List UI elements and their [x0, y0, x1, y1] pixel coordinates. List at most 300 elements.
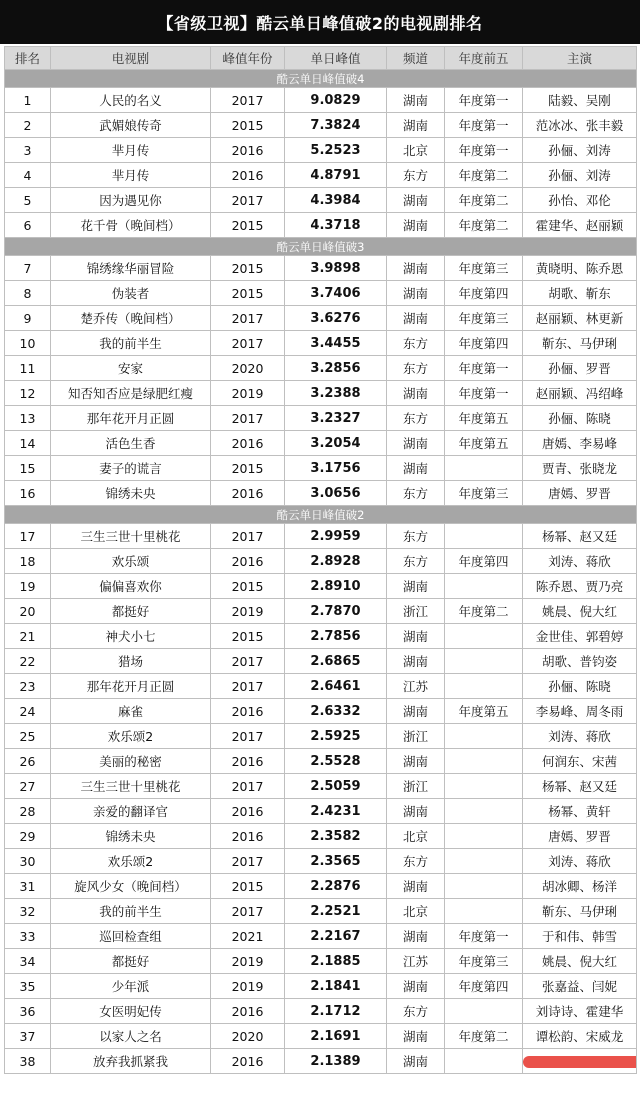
cell-top5	[445, 774, 523, 799]
cell-cast: 李易峰、周冬雨	[523, 699, 637, 724]
table-row	[5, 849, 637, 874]
cell-year: 2017	[211, 649, 285, 674]
cell-channel: 湖南	[387, 113, 445, 138]
cell-drama: 那年花开月正圆	[51, 674, 211, 699]
cell-drama: 都挺好	[51, 949, 211, 974]
cell-rank: 26	[5, 749, 51, 774]
col-header-peak: 单日峰值	[285, 47, 387, 70]
cell-cast: 金世佳、郭碧婷	[523, 624, 637, 649]
cell-rank: 10	[5, 331, 51, 356]
table-row	[5, 599, 637, 624]
cell-cast: 唐嫣、李易峰	[523, 431, 637, 456]
cell-drama: 旋风少女（晚间档）	[51, 874, 211, 899]
cell-rank: 33	[5, 924, 51, 949]
cell-drama: 麻雀	[51, 699, 211, 724]
cell-drama: 我的前半生	[51, 899, 211, 924]
table-row	[5, 456, 637, 481]
cell-rank: 5	[5, 188, 51, 213]
section-label: 酷云单日峰值破2	[5, 506, 637, 524]
table-row	[5, 974, 637, 999]
cell-drama: 我的前半生	[51, 331, 211, 356]
cell-channel: 江苏	[387, 949, 445, 974]
cell-rank: 12	[5, 381, 51, 406]
cell-channel: 湖南	[387, 874, 445, 899]
cell-top5	[445, 749, 523, 774]
cell-top5: 年度第二	[445, 163, 523, 188]
cell-drama: 武媚娘传奇	[51, 113, 211, 138]
cell-rank: 28	[5, 799, 51, 824]
cell-year: 2017	[211, 724, 285, 749]
table-row	[5, 188, 637, 213]
table-row	[5, 774, 637, 799]
cell-peak: 7.3824	[285, 113, 387, 138]
cell-year: 2016	[211, 699, 285, 724]
cell-drama: 知否知否应是绿肥红瘦	[51, 381, 211, 406]
cell-year: 2017	[211, 306, 285, 331]
cell-top5: 年度第一	[445, 113, 523, 138]
cell-peak: 2.8910	[285, 574, 387, 599]
cell-rank: 21	[5, 624, 51, 649]
page-title: 【省级卫视】酷云单日峰值破2的电视剧排名	[0, 0, 640, 44]
table-row	[5, 949, 637, 974]
cell-cast: 杨幂、赵又廷	[523, 524, 637, 549]
cell-channel: 东方	[387, 331, 445, 356]
col-header-rank: 排名	[5, 47, 51, 70]
cell-cast: 刘涛、蒋欣	[523, 849, 637, 874]
cell-top5: 年度第二	[445, 188, 523, 213]
cell-channel: 湖南	[387, 431, 445, 456]
cell-top5: 年度第一	[445, 356, 523, 381]
cell-peak: 3.9898	[285, 256, 387, 281]
cell-peak: 5.2523	[285, 138, 387, 163]
cell-top5	[445, 799, 523, 824]
cell-cast: 黄晓明、陈乔恩	[523, 256, 637, 281]
section-row	[5, 506, 637, 524]
table-row	[5, 331, 637, 356]
cell-channel: 东方	[387, 999, 445, 1024]
cell-cast: 霍建华、赵丽颖	[523, 213, 637, 238]
cell-drama: 三生三世十里桃花	[51, 774, 211, 799]
cell-top5: 年度第四	[445, 281, 523, 306]
cell-peak: 2.7856	[285, 624, 387, 649]
cell-top5: 年度第二	[445, 1024, 523, 1049]
cell-year: 2017	[211, 88, 285, 113]
cell-cast: 孙怡、邓伦	[523, 188, 637, 213]
cell-year: 2017	[211, 849, 285, 874]
cell-cast: 刘涛、蒋欣	[523, 549, 637, 574]
table-row	[5, 574, 637, 599]
cell-channel: 北京	[387, 899, 445, 924]
cell-rank: 11	[5, 356, 51, 381]
cell-peak: 2.6461	[285, 674, 387, 699]
cell-year: 2015	[211, 874, 285, 899]
cell-channel: 浙江	[387, 599, 445, 624]
cell-channel: 东方	[387, 163, 445, 188]
cell-year: 2019	[211, 974, 285, 999]
cell-top5	[445, 999, 523, 1024]
cell-channel: 湖南	[387, 799, 445, 824]
cell-drama: 欢乐颂2	[51, 849, 211, 874]
cell-peak: 2.2876	[285, 874, 387, 899]
cell-channel: 北京	[387, 138, 445, 163]
cell-rank: 29	[5, 824, 51, 849]
header-row	[5, 47, 637, 70]
cell-peak: 2.5059	[285, 774, 387, 799]
cell-year: 2016	[211, 824, 285, 849]
cell-channel: 湖南	[387, 306, 445, 331]
cell-rank: 34	[5, 949, 51, 974]
cell-top5	[445, 649, 523, 674]
cell-cast: 刘诗诗、霍建华	[523, 999, 637, 1024]
cell-year: 2016	[211, 481, 285, 506]
cell-cast: 孙俪、刘涛	[523, 163, 637, 188]
cell-year: 2016	[211, 999, 285, 1024]
cell-year: 2015	[211, 574, 285, 599]
cell-year: 2020	[211, 356, 285, 381]
cell-cast: 何润东、宋茜	[523, 749, 637, 774]
cell-rank: 23	[5, 674, 51, 699]
cell-year: 2016	[211, 549, 285, 574]
cell-top5	[445, 899, 523, 924]
cell-rank: 31	[5, 874, 51, 899]
cell-year: 2016	[211, 1049, 285, 1074]
cell-cast: 陈乔恩、贾乃亮	[523, 574, 637, 599]
cell-year: 2016	[211, 799, 285, 824]
cell-top5	[445, 574, 523, 599]
cell-channel: 湖南	[387, 456, 445, 481]
cell-drama: 美丽的秘密	[51, 749, 211, 774]
table-row	[5, 899, 637, 924]
cell-drama: 妻子的谎言	[51, 456, 211, 481]
section-label: 酷云单日峰值破4	[5, 70, 637, 88]
table-row	[5, 824, 637, 849]
table-row	[5, 213, 637, 238]
cell-drama: 因为遇见你	[51, 188, 211, 213]
cell-drama: 安家	[51, 356, 211, 381]
cell-channel: 湖南	[387, 1024, 445, 1049]
table-row	[5, 749, 637, 774]
table-row	[5, 1049, 637, 1074]
cell-channel: 湖南	[387, 213, 445, 238]
cell-year: 2017	[211, 406, 285, 431]
cell-rank: 7	[5, 256, 51, 281]
cell-channel: 湖南	[387, 749, 445, 774]
table-row	[5, 256, 637, 281]
cell-year: 2019	[211, 599, 285, 624]
table-row	[5, 624, 637, 649]
cell-year: 2015	[211, 281, 285, 306]
cell-drama: 花千骨（晚间档）	[51, 213, 211, 238]
cell-rank: 36	[5, 999, 51, 1024]
cell-rank: 8	[5, 281, 51, 306]
cell-rank: 38	[5, 1049, 51, 1074]
cell-channel: 浙江	[387, 774, 445, 799]
cell-top5: 年度第四	[445, 549, 523, 574]
table-row	[5, 356, 637, 381]
cell-channel: 湖南	[387, 624, 445, 649]
cell-cast: 范冰冰、张丰毅	[523, 113, 637, 138]
cell-drama: 欢乐颂	[51, 549, 211, 574]
cell-drama: 放弃我抓紧我	[51, 1049, 211, 1074]
cell-drama: 三生三世十里桃花	[51, 524, 211, 549]
cell-rank: 17	[5, 524, 51, 549]
cell-year: 2017	[211, 188, 285, 213]
cell-top5: 年度第四	[445, 974, 523, 999]
redaction-mark	[523, 1056, 637, 1068]
cell-top5	[445, 849, 523, 874]
cell-top5: 年度第二	[445, 599, 523, 624]
cell-rank: 27	[5, 774, 51, 799]
cell-channel: 湖南	[387, 574, 445, 599]
table-row	[5, 281, 637, 306]
col-header-channel: 频道	[387, 47, 445, 70]
cell-peak: 4.8791	[285, 163, 387, 188]
cell-cast: 姚晨、倪大红	[523, 949, 637, 974]
cell-top5: 年度第三	[445, 256, 523, 281]
cell-rank: 25	[5, 724, 51, 749]
cell-drama: 伪装者	[51, 281, 211, 306]
cell-top5	[445, 624, 523, 649]
cell-top5: 年度第一	[445, 381, 523, 406]
cell-peak: 2.6865	[285, 649, 387, 674]
table-row	[5, 924, 637, 949]
cell-top5	[445, 456, 523, 481]
cell-year: 2019	[211, 381, 285, 406]
cell-peak: 2.1389	[285, 1049, 387, 1074]
table-row	[5, 306, 637, 331]
table-row	[5, 524, 637, 549]
cell-peak: 2.1841	[285, 974, 387, 999]
cell-rank: 20	[5, 599, 51, 624]
cell-cast: 谭松韵、宋威龙	[523, 1024, 637, 1049]
cell-rank: 6	[5, 213, 51, 238]
cell-rank: 22	[5, 649, 51, 674]
table-row	[5, 699, 637, 724]
cell-top5: 年度第一	[445, 138, 523, 163]
cell-channel: 湖南	[387, 281, 445, 306]
cell-top5: 年度第四	[445, 331, 523, 356]
cell-peak: 2.3582	[285, 824, 387, 849]
cell-top5	[445, 824, 523, 849]
cell-top5	[445, 724, 523, 749]
cell-rank: 14	[5, 431, 51, 456]
cell-peak: 2.2521	[285, 899, 387, 924]
cell-channel: 湖南	[387, 924, 445, 949]
table-row	[5, 163, 637, 188]
cell-peak: 2.1712	[285, 999, 387, 1024]
cell-peak: 2.5925	[285, 724, 387, 749]
cell-peak: 2.2167	[285, 924, 387, 949]
cell-top5	[445, 874, 523, 899]
cell-peak: 2.5528	[285, 749, 387, 774]
cell-top5: 年度第五	[445, 406, 523, 431]
table-row	[5, 549, 637, 574]
cell-cast: 唐嫣、罗晋	[523, 824, 637, 849]
cell-drama: 亲爱的翻译官	[51, 799, 211, 824]
cell-peak: 3.6276	[285, 306, 387, 331]
cell-peak: 9.0829	[285, 88, 387, 113]
cell-top5: 年度第五	[445, 699, 523, 724]
cell-peak: 2.3565	[285, 849, 387, 874]
cell-year: 2016	[211, 163, 285, 188]
cell-year: 2021	[211, 924, 285, 949]
cell-peak: 2.1691	[285, 1024, 387, 1049]
cell-channel: 湖南	[387, 188, 445, 213]
cell-peak: 2.1885	[285, 949, 387, 974]
cell-cast: 胡歌、普钧姿	[523, 649, 637, 674]
cell-rank: 30	[5, 849, 51, 874]
cell-rank: 19	[5, 574, 51, 599]
cell-rank: 4	[5, 163, 51, 188]
table-row	[5, 138, 637, 163]
cell-year: 2015	[211, 256, 285, 281]
cell-year: 2015	[211, 113, 285, 138]
cell-year: 2017	[211, 899, 285, 924]
cell-rank: 32	[5, 899, 51, 924]
cell-channel: 江苏	[387, 674, 445, 699]
table-row	[5, 406, 637, 431]
cell-peak: 3.2327	[285, 406, 387, 431]
cell-channel: 湖南	[387, 256, 445, 281]
cell-year: 2017	[211, 524, 285, 549]
cell-top5: 年度第三	[445, 481, 523, 506]
cell-drama: 芈月传	[51, 163, 211, 188]
cell-drama: 锦绣未央	[51, 481, 211, 506]
cell-year: 2020	[211, 1024, 285, 1049]
ranking-table	[4, 46, 637, 1074]
cell-cast: 姚晨、倪大红	[523, 599, 637, 624]
cell-cast: 于和伟、韩雪	[523, 924, 637, 949]
col-header-year: 峰值年份	[211, 47, 285, 70]
table-row	[5, 113, 637, 138]
cell-peak: 2.8928	[285, 549, 387, 574]
cell-year: 2016	[211, 138, 285, 163]
cell-peak: 3.0656	[285, 481, 387, 506]
cell-top5: 年度第一	[445, 88, 523, 113]
col-header-drama: 电视剧	[51, 47, 211, 70]
cell-drama: 巡回检查组	[51, 924, 211, 949]
cell-drama: 楚乔传（晚间档）	[51, 306, 211, 331]
cell-peak: 3.4455	[285, 331, 387, 356]
cell-cast: 赵丽颖、冯绍峰	[523, 381, 637, 406]
cell-year: 2017	[211, 774, 285, 799]
cell-peak: 2.9959	[285, 524, 387, 549]
table-row	[5, 724, 637, 749]
col-header-cast: 主演	[523, 47, 637, 70]
cell-cast: 赵丽颖、林更新	[523, 306, 637, 331]
cell-channel: 湖南	[387, 381, 445, 406]
cell-year: 2017	[211, 331, 285, 356]
table-row	[5, 381, 637, 406]
cell-cast: 贾青、张晓龙	[523, 456, 637, 481]
cell-channel: 湖南	[387, 88, 445, 113]
table-row	[5, 999, 637, 1024]
cell-drama: 锦绣未央	[51, 824, 211, 849]
cell-channel: 湖南	[387, 1049, 445, 1074]
section-label: 酷云单日峰值破3	[5, 238, 637, 256]
cell-top5	[445, 674, 523, 699]
table-row	[5, 874, 637, 899]
cell-cast: 唐嫣、罗晋	[523, 481, 637, 506]
cell-top5	[445, 524, 523, 549]
table-row	[5, 649, 637, 674]
cell-top5: 年度第三	[445, 306, 523, 331]
cell-cast: 刘涛、蒋欣	[523, 724, 637, 749]
table-row	[5, 674, 637, 699]
cell-channel: 湖南	[387, 699, 445, 724]
cell-top5: 年度第二	[445, 213, 523, 238]
cell-year: 2016	[211, 749, 285, 774]
col-header-top5: 年度前五	[445, 47, 523, 70]
cell-year: 2015	[211, 456, 285, 481]
cell-channel: 东方	[387, 356, 445, 381]
cell-rank: 2	[5, 113, 51, 138]
cell-peak: 3.2388	[285, 381, 387, 406]
cell-drama: 以家人之名	[51, 1024, 211, 1049]
cell-rank: 3	[5, 138, 51, 163]
cell-top5	[445, 1049, 523, 1074]
cell-drama: 猎场	[51, 649, 211, 674]
ranking-body	[5, 70, 637, 1074]
cell-year: 2019	[211, 949, 285, 974]
cell-rank: 15	[5, 456, 51, 481]
cell-peak: 4.3718	[285, 213, 387, 238]
cell-cast: 孙俪、陈晓	[523, 406, 637, 431]
cell-cast: 孙俪、陈晓	[523, 674, 637, 699]
cell-year: 2016	[211, 431, 285, 456]
cell-channel: 东方	[387, 549, 445, 574]
cell-rank: 9	[5, 306, 51, 331]
cell-drama: 人民的名义	[51, 88, 211, 113]
cell-cast: 杨幂、黄轩	[523, 799, 637, 824]
table-row	[5, 88, 637, 113]
cell-cast: 胡冰卿、杨洋	[523, 874, 637, 899]
cell-top5: 年度第五	[445, 431, 523, 456]
cell-peak: 4.3984	[285, 188, 387, 213]
cell-peak: 3.2054	[285, 431, 387, 456]
cell-drama: 都挺好	[51, 599, 211, 624]
cell-channel: 湖南	[387, 974, 445, 999]
cell-drama: 偏偏喜欢你	[51, 574, 211, 599]
table-row	[5, 431, 637, 456]
cell-rank: 16	[5, 481, 51, 506]
cell-rank: 24	[5, 699, 51, 724]
cell-drama: 芈月传	[51, 138, 211, 163]
cell-channel: 北京	[387, 824, 445, 849]
table-row	[5, 481, 637, 506]
cell-rank: 18	[5, 549, 51, 574]
cell-peak: 3.7406	[285, 281, 387, 306]
cell-rank: 37	[5, 1024, 51, 1049]
cell-drama: 神犬小七	[51, 624, 211, 649]
cell-channel: 东方	[387, 406, 445, 431]
cell-drama: 锦绣缘华丽冒险	[51, 256, 211, 281]
cell-peak: 2.7870	[285, 599, 387, 624]
cell-drama: 欢乐颂2	[51, 724, 211, 749]
cell-year: 2015	[211, 213, 285, 238]
cell-channel: 浙江	[387, 724, 445, 749]
cell-drama: 活色生香	[51, 431, 211, 456]
cell-cast: 杨幂、赵又廷	[523, 774, 637, 799]
section-row	[5, 238, 637, 256]
cell-year: 2017	[211, 674, 285, 699]
table-row	[5, 799, 637, 824]
cell-peak: 3.2856	[285, 356, 387, 381]
cell-rank: 13	[5, 406, 51, 431]
cell-channel: 东方	[387, 524, 445, 549]
cell-channel: 湖南	[387, 649, 445, 674]
cell-cast: 靳东、马伊琍	[523, 899, 637, 924]
